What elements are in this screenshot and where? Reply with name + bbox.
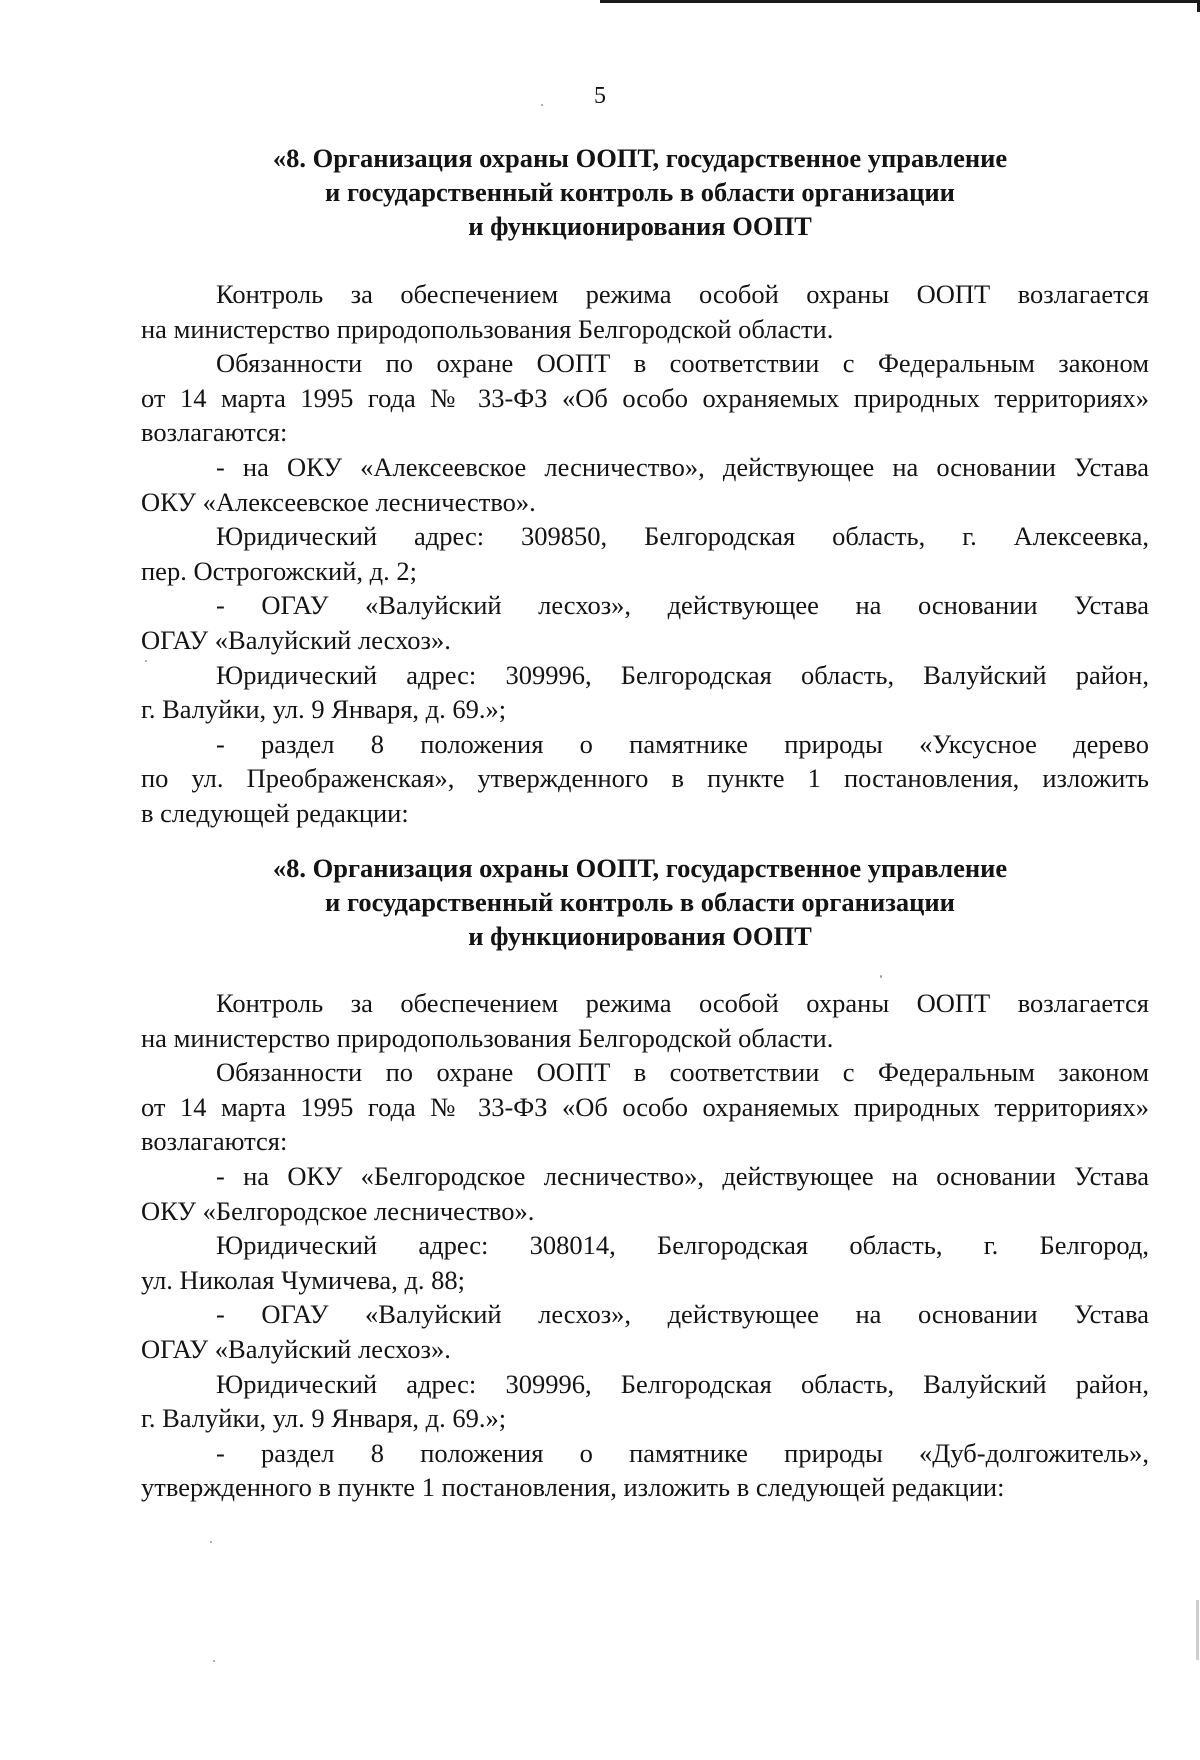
body-line: утвержденного в пункте 1 постановления, изложить в следующей редакции: [141, 1472, 1005, 1503]
scan-edge-shadow [1196, 1600, 1199, 1660]
body-line: Обязанности по охране ООПТ в соответствии с Федеральным законом [216, 348, 1149, 379]
body-line: - на ОКУ «Белгородское лесничество», действующее на основании Устава [216, 1160, 1149, 1191]
scan-speck [210, 1541, 212, 1543]
body-line: возлагаются: [141, 417, 288, 448]
body-line: г. Валуйки, ул. 9 Января, д. 69.»; [141, 694, 507, 725]
heading-line: и государственный контроль в области организации [325, 887, 955, 917]
body-line: г. Валуйки, ул. 9 Января, д. 69.»; [141, 1403, 507, 1434]
section-2-body [141, 986, 1149, 1505]
scan-speck [145, 660, 147, 662]
body-line: на министерство природопользования Белгородской области. [141, 313, 834, 344]
body-line: Юридический адрес: 308014, Белгородская область, г. Белгород, [216, 1230, 1149, 1261]
body-line: от 14 марта 1995 года № 33-ФЗ «Об особо охраняемых природных территориях» [141, 1091, 1149, 1122]
body-line: - ОГАУ «Валуйский лесхоз», действующее на основании Устава [216, 590, 1149, 621]
body-line: - раздел 8 положения о памятнике природы «Уксусное дерево [216, 728, 1149, 759]
heading-line: и государственный контроль в области организации [325, 177, 955, 207]
body-line: на министерство природопользования Белгородской области. [141, 1022, 834, 1053]
body-line: возлагаются: [141, 1126, 288, 1157]
scan-top-border [600, 0, 1200, 3]
scan-speck [541, 104, 543, 106]
body-line: ул. Николая Чумичева, д. 88; [141, 1264, 466, 1295]
section-2-heading [140, 851, 1140, 953]
body-line: от 14 марта 1995 года № 33-ФЗ «Об особо охраняемых природных территориях» [141, 382, 1149, 413]
scan-speck [880, 975, 882, 978]
body-line: Обязанности по охране ООПТ в соответствии с Федеральным законом [216, 1057, 1149, 1088]
body-line: пер. Острогожский, д. 2; [141, 555, 417, 586]
body-line: ОКУ «Белгородское лесничество». [141, 1195, 535, 1226]
body-line: Юридический адрес: 309850, Белгородская область, г. Алексеевка, [216, 521, 1149, 552]
body-line: ОГАУ «Валуйский лесхоз». [141, 1333, 451, 1364]
body-line: Контроль за обеспечением режима особой охраны ООПТ возлагается [216, 279, 1149, 309]
body-line: в следующей редакции: [141, 797, 409, 828]
section-1-body [141, 277, 1149, 831]
body-line: - ОГАУ «Валуйский лесхоз», действующее на основании Устава [216, 1299, 1149, 1330]
page-number: 5 [594, 83, 606, 109]
body-line: Юридический адрес: 309996, Белгородская область, Валуйский район, [216, 659, 1149, 690]
heading-line: «8. Организация охраны ООПТ, государственное управление [272, 143, 1008, 173]
body-line: - раздел 8 положения о памятнике природы «Дуб-долгожитель», [216, 1437, 1149, 1468]
heading-line: и функционирования ООПТ [468, 921, 812, 951]
heading-line: и функционирования ООПТ [468, 211, 812, 241]
heading-line: «8. Организация охраны ООПТ, государственное управление [272, 853, 1008, 883]
scan-speck [213, 1660, 215, 1662]
body-line: ОГАУ «Валуйский лесхоз». [141, 624, 451, 655]
body-line: ОКУ «Алексеевское лесничество». [141, 486, 536, 517]
body-line: - на ОКУ «Алексеевское лесничество», действующее на основании Устава [216, 451, 1149, 482]
body-line: по ул. Преображенская», утвержденного в пункте 1 постановления, изложить [141, 763, 1149, 794]
body-line: Контроль за обеспечением режима особой охраны ООПТ возлагается [216, 988, 1149, 1018]
section-1-heading [140, 141, 1140, 243]
body-line: Юридический адрес: 309996, Белгородская область, Валуйский район, [216, 1368, 1149, 1399]
